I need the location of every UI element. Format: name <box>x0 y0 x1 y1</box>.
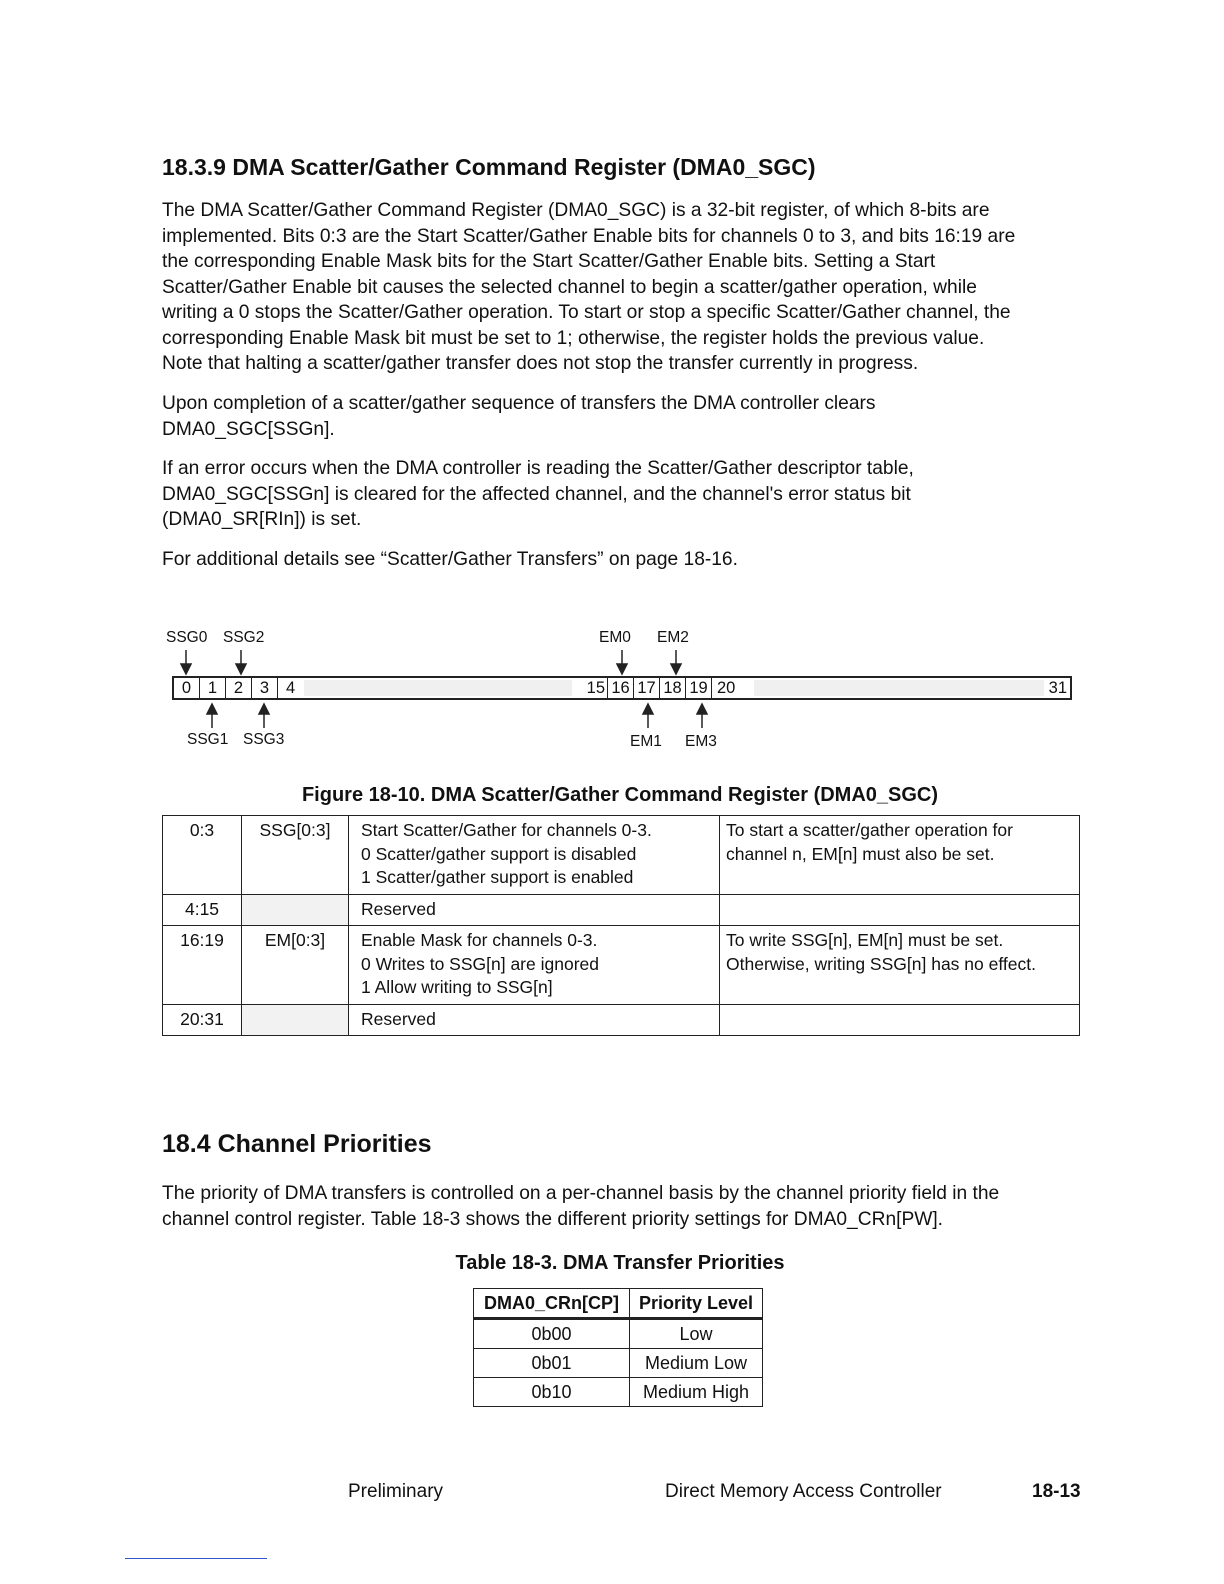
paragraph-priorities <box>162 1181 1082 1232</box>
paragraph-completion <box>162 391 1082 442</box>
paragraph-see-also <box>162 547 1082 573</box>
table-cell: 0b00 <box>474 1319 630 1349</box>
table-caption: Table 18-3. DMA Transfer Priorities <box>455 1252 785 1274</box>
reserved-shade <box>754 680 1044 696</box>
description-cell <box>349 894 720 926</box>
bit-cell: 18 <box>660 678 686 698</box>
figure-caption: Figure 18-10. DMA Scatter/Gather Command Register (DMA0_SGC) <box>301 784 939 806</box>
text-line: the corresponding Enable Mask bits for the Start Scatter/Gather Enable bits. Setting a Start <box>162 251 936 272</box>
bit-label: 31 <box>1048 679 1067 697</box>
footer-status: Preliminary <box>348 1481 444 1502</box>
field-cell: EM[0:3] <box>242 926 349 1005</box>
bit-cell: 0 <box>174 678 200 698</box>
table-row <box>474 1378 763 1407</box>
text-line: channel control register. Table 18-3 shows the different priority settings for DMA0_CRn[PW]. <box>162 1208 944 1230</box>
description-cell <box>349 816 720 895</box>
bit-cell: 16 <box>608 678 634 698</box>
table-row <box>163 816 1080 895</box>
table-cell: Medium High <box>630 1378 763 1407</box>
notes-cell <box>720 894 1080 926</box>
register-diagram <box>160 624 1080 758</box>
bits-cell: 16:19 <box>163 926 242 1005</box>
table-cell: Low <box>630 1319 763 1349</box>
table-row <box>163 894 1080 926</box>
bit-cell: 15 <box>578 678 608 698</box>
label-ssg1: SSG1 <box>187 731 229 748</box>
bit-label: 20 <box>717 679 736 697</box>
desc-line: Start Scatter/Gather for channels 0-3. <box>361 820 652 840</box>
text-line: DMA0_SGC[SSGn] is cleared for the affected channel, and the channel's error status bit <box>162 483 911 505</box>
paragraph-intro <box>162 198 1082 377</box>
desc-line: Reserved <box>361 1008 436 1029</box>
notes-cell <box>720 816 1080 895</box>
desc-line: 1 Allow writing to SSG[n] <box>361 977 553 997</box>
bit-label: 4 <box>286 679 296 697</box>
label-ssg3: SSG3 <box>243 731 285 748</box>
table-header-row <box>474 1289 763 1319</box>
bit-cell: 2 <box>226 678 252 698</box>
reserved-field-cell <box>242 894 349 926</box>
table-row <box>163 1004 1080 1036</box>
notes-cell <box>720 926 1080 1005</box>
bit-field-table <box>162 815 1080 1036</box>
section-heading: 18.3.9 DMA Scatter/Gather Command Register (DMA0_SGC) <box>162 154 816 180</box>
table-cell: 0b10 <box>474 1378 630 1407</box>
text-line: (DMA0_SR[RIn]) is set. <box>162 509 362 530</box>
description-cell <box>349 1004 720 1036</box>
field-cell: SSG[0:3] <box>242 816 349 895</box>
table-row <box>474 1319 763 1349</box>
table-row <box>474 1349 763 1378</box>
text-line: corresponding Enable Mask bit must be set to 1; otherwise, the register holds the previous value. <box>162 327 985 349</box>
note-line: To write SSG[n], EM[n] must be set. <box>726 930 1004 950</box>
bits-cell: 0:3 <box>163 816 242 895</box>
label-em0: EM0 <box>599 629 631 646</box>
reserved-shade <box>304 680 572 696</box>
footer-rule <box>125 1558 267 1559</box>
label-ssg2: SSG2 <box>223 629 265 646</box>
label-ssg0: SSG0 <box>166 629 208 646</box>
table-cell: Medium Low <box>630 1349 763 1378</box>
text-line: writing a 0 stops the Scatter/Gather operation. To start or stop a specific Scatter/Gather channel, the <box>162 302 1011 323</box>
text-line: Note that halting a scatter/gather transfer does not stop the transfer currently in progress. <box>162 353 919 374</box>
paragraph-error <box>162 456 1082 533</box>
text-line: Upon completion of a scatter/gather sequence of transfers the DMA controller clears <box>162 393 876 414</box>
description-cell <box>349 926 720 1005</box>
page-number: 18-13 <box>1032 1481 1081 1502</box>
bit-cell: 19 <box>686 678 712 698</box>
text-line: For additional details see “Scatter/Gather Transfers” on page 18-16. <box>162 549 738 570</box>
desc-line: 0 Writes to SSG[n] are ignored <box>361 953 599 974</box>
register-bar <box>172 676 1072 700</box>
bits-cell: 4:15 <box>163 894 242 926</box>
desc-line: 1 Scatter/gather support is enabled <box>361 867 634 887</box>
notes-cell <box>720 1004 1080 1036</box>
column-header: Priority Level <box>630 1289 763 1319</box>
text-line: The DMA Scatter/Gather Command Register (DMA0_SGC) is a 32-bit register, of which 8-bits are <box>162 200 990 221</box>
desc-line: 0 Scatter/gather support is disabled <box>361 843 637 864</box>
reserved-field-cell <box>242 1004 349 1036</box>
footer-chapter-title: Direct Memory Access Controller <box>665 1481 942 1502</box>
priority-table <box>473 1288 763 1407</box>
label-em3: EM3 <box>685 733 717 750</box>
bit-cell: 17 <box>634 678 660 698</box>
section-heading: 18.4 Channel Priorities <box>162 1130 432 1158</box>
note-line: channel n, EM[n] must also be set. <box>726 843 995 864</box>
note-line: To start a scatter/gather operation for <box>726 820 1013 840</box>
text-line: DMA0_SGC[SSGn]. <box>162 418 335 440</box>
table-cell: 0b01 <box>474 1349 630 1378</box>
note-line: Otherwise, writing SSG[n] has no effect. <box>726 953 1036 974</box>
column-header: DMA0_CRn[CP] <box>474 1289 630 1319</box>
bit-cell: 1 <box>200 678 226 698</box>
bit-cell: 3 <box>252 678 278 698</box>
desc-line: Reserved <box>361 898 436 919</box>
text-line: The priority of DMA transfers is controlled on a per-channel basis by the channel priority field in the <box>162 1183 1000 1204</box>
text-line: implemented. Bits 0:3 are the Start Scatter/Gather Enable bits for channels 0 to 3, and bits 16:19 are <box>162 225 1016 247</box>
text-line: If an error occurs when the DMA controller is reading the Scatter/Gather descriptor table, <box>162 458 914 479</box>
label-em1: EM1 <box>630 733 662 750</box>
text-line: Scatter/Gather Enable bit causes the selected channel to begin a scatter/gather operation, while <box>162 276 977 298</box>
label-em2: EM2 <box>657 629 689 646</box>
bits-cell: 20:31 <box>163 1004 242 1036</box>
table-row <box>163 926 1080 1005</box>
desc-line: Enable Mask for channels 0-3. <box>361 930 598 950</box>
